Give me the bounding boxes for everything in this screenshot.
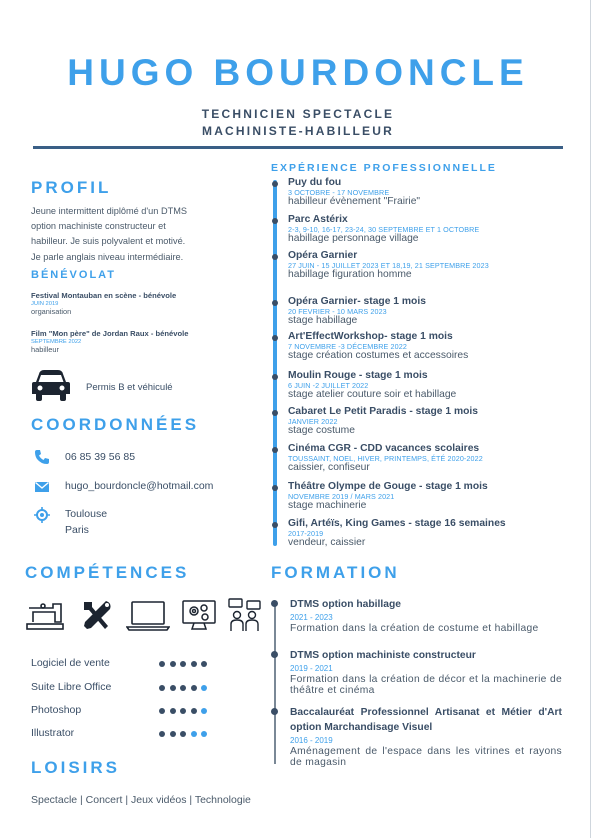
experience-item xyxy=(288,443,563,474)
volunteering-title: Film "Mon père" de Jordan Raux - bénévole xyxy=(31,329,189,338)
profile-text xyxy=(31,204,246,265)
phone-icon xyxy=(34,449,50,465)
location-city-1: Toulouse xyxy=(65,508,108,520)
timeline-dot xyxy=(272,374,278,380)
experience-item xyxy=(288,481,563,512)
timeline-dot xyxy=(272,447,278,453)
profile-line: Jeune intermittent diplômé d'un DTMS xyxy=(31,206,187,216)
education-title: Baccalauréat Professionnel Artisanat et Métier d'Art option Marchandisage Visuel xyxy=(290,707,562,733)
experience-item xyxy=(288,177,563,208)
experience-desc: habillage personnage village xyxy=(288,233,419,244)
skill-dot xyxy=(191,731,197,737)
education-desc: Formation dans la création de décor et la machinerie de théâtre et cinéma xyxy=(290,674,562,696)
experience-desc: stage habillage xyxy=(288,315,358,326)
skills-heading: COMPÉTENCES xyxy=(25,563,190,582)
education-title: DTMS option machiniste constructeur xyxy=(290,650,476,661)
skill-dot xyxy=(159,731,165,737)
experience-title: Cabaret Le Petit Paradis - stage 1 mois xyxy=(288,406,478,417)
skill-dot xyxy=(180,685,186,691)
education-item xyxy=(290,648,562,696)
skill-dot xyxy=(201,731,207,737)
skill-dot xyxy=(180,661,186,667)
experience-heading: EXPÉRIENCE PROFESSIONNELLE xyxy=(271,162,497,174)
contact-heading: COORDONNÉES xyxy=(31,415,200,434)
timeline-dot xyxy=(272,522,278,528)
experience-desc: vendeur, caissier xyxy=(288,537,366,548)
timeline-dot xyxy=(272,218,278,224)
skill-name: Suite Libre Office xyxy=(31,681,112,693)
experience-date: JANVIER 2022 xyxy=(288,417,338,426)
skill-dot xyxy=(170,685,176,691)
experience-item xyxy=(288,296,563,327)
timeline-dot xyxy=(272,410,278,416)
location-icon xyxy=(34,507,50,523)
skill-name: Logiciel de vente xyxy=(31,657,110,669)
volunteering-role: organisation xyxy=(31,307,72,317)
hobbies-text: Spectacle | Concert | Jeux vidéos | Technologie xyxy=(31,794,251,806)
skill-dot xyxy=(170,708,176,714)
skill-dot xyxy=(201,708,207,714)
experience-item xyxy=(288,518,563,549)
experience-title: Cinéma CGR - CDD vacances scolaires xyxy=(288,443,480,454)
experience-item xyxy=(288,214,563,245)
skill-dot xyxy=(180,708,186,714)
experience-date: 2-3, 9-10, 16-17, 23-24, 30 SEPTEMBRE ET 1 OCTOBRE xyxy=(288,225,480,234)
profile-line: habilleur. Je suis polyvalent et motivé. xyxy=(31,236,186,247)
volunteering-title: Festival Montauban en scène - bénévole xyxy=(31,291,177,300)
education-title: DTMS option habillage xyxy=(290,599,401,610)
education-date: 2016 - 2019 xyxy=(290,736,333,745)
profile-line: option machiniste constructeur et xyxy=(31,221,166,232)
experience-desc: stage costume xyxy=(288,425,355,436)
email-address[interactable]: hugo_bourdoncle@hotmail.com xyxy=(65,480,214,492)
skill-dot xyxy=(201,661,207,667)
experience-desc: stage machinerie xyxy=(288,500,367,511)
volunteering-item xyxy=(31,330,251,355)
timeline-dot xyxy=(271,708,278,715)
experience-title: Puy du fou xyxy=(288,177,342,188)
education-date: 2021 - 2023 xyxy=(290,613,333,622)
page-edge xyxy=(590,0,591,838)
skill-name: Illustrator xyxy=(31,727,75,739)
volunteering-item xyxy=(31,292,251,317)
timeline-dot xyxy=(272,300,278,306)
experience-desc: habillage figuration homme xyxy=(288,269,412,280)
experience-date: TOUSSAINT, NOEL, HIVER, PRINTEMPS, ÉTÉ 2020-2022 xyxy=(288,454,483,463)
education-item xyxy=(290,597,562,634)
candidate-name: HUGO BOURDONCLE xyxy=(67,52,529,93)
email-icon xyxy=(34,479,50,495)
timeline-dot xyxy=(272,181,278,187)
hobbies-heading: LOISIRS xyxy=(31,758,121,777)
experience-date: 2017-2019 xyxy=(288,529,324,538)
skill-dot xyxy=(180,731,186,737)
experience-date: 6 JUIN -2 JUILLET 2022 xyxy=(288,381,369,390)
timeline-dot xyxy=(271,651,278,658)
experience-title: Gifi, Artéïs, King Games - stage 16 semaines xyxy=(288,518,506,529)
experience-item xyxy=(288,331,563,362)
timeline-dot xyxy=(271,600,278,607)
experience-desc: caissier, confiseur xyxy=(288,462,370,473)
skill-dot xyxy=(159,685,165,691)
timeline-dot xyxy=(272,335,278,341)
volunteering-date: JUIN 2019 xyxy=(31,301,59,308)
timeline-dot xyxy=(272,254,278,260)
job-title-line-2: MACHINISTE-HABILLEUR xyxy=(202,124,394,138)
experience-title: Opéra Garnier xyxy=(288,250,358,261)
location-city-2: Paris xyxy=(65,524,89,536)
experience-title: Moulin Rouge - stage 1 mois xyxy=(288,370,428,381)
skill-dot xyxy=(191,708,197,714)
education-timeline xyxy=(274,604,276,764)
profile-heading: PROFIL xyxy=(31,178,112,197)
phone-number[interactable]: 06 85 39 56 85 xyxy=(65,451,136,463)
skill-dot xyxy=(170,661,176,667)
experience-date: 7 NOVEMBRE -3 DÉCEMBRE 2022 xyxy=(288,342,407,351)
experience-date: 3 OCTOBRE - 17 NOVEMBRE xyxy=(288,188,390,197)
experience-date: 27 JUIN - 15 JUILLET 2023 ET 18,19, 21 SEPTEMBRE 2023 xyxy=(288,261,489,270)
experience-item xyxy=(288,370,563,401)
driving-license-text: Permis B et véhiculé xyxy=(86,382,173,393)
experience-item xyxy=(288,406,563,437)
experience-desc: stage atelier couture soir et habillage xyxy=(288,389,457,400)
experience-title: Théâtre Olympe de Gouge - stage 1 mois xyxy=(288,481,488,492)
experience-desc: habilleur évènement "Frairie" xyxy=(288,196,421,207)
skill-dot xyxy=(170,731,176,737)
experience-desc: stage création costumes et accessoires xyxy=(288,350,469,361)
laptop-icon xyxy=(126,598,170,632)
education-date: 2019 - 2021 xyxy=(290,664,333,673)
experience-item xyxy=(288,250,563,281)
volunteering-heading: BÉNÉVOLAT xyxy=(31,269,117,281)
car-icon xyxy=(31,368,71,402)
skill-dot xyxy=(191,685,197,691)
education-desc: Aménagement de l'espace dans les vitrines et rayons de magasin xyxy=(290,746,562,768)
job-title-line-1: TECHNICIEN SPECTACLE xyxy=(201,107,395,121)
experience-title: Art'EffectWorkshop- stage 1 mois xyxy=(288,331,453,342)
experience-title: Opéra Garnier- stage 1 mois xyxy=(288,296,426,307)
skill-dot xyxy=(159,661,165,667)
experience-timeline xyxy=(273,180,277,546)
people-discussion-icon xyxy=(228,598,262,632)
experience-date: NOVEMBRE 2019 / MARS 2021 xyxy=(288,492,395,501)
skill-name: Photoshop xyxy=(31,704,82,716)
profile-line: Je parle anglais niveau intermédiaire. xyxy=(31,251,184,262)
volunteering-date: SEPTEMBRE 2022 xyxy=(31,339,82,346)
tools-icon xyxy=(78,598,114,632)
volunteering-role: habilleur xyxy=(31,345,59,355)
sewing-machine-icon xyxy=(25,598,65,632)
timeline-dot xyxy=(272,485,278,491)
monitor-gears-icon xyxy=(181,598,217,632)
education-desc: Formation dans la création de costume et habillage xyxy=(290,623,539,634)
skill-dot xyxy=(201,685,207,691)
education-heading: FORMATION xyxy=(271,563,400,582)
header-divider xyxy=(33,146,563,149)
skill-dot xyxy=(159,708,165,714)
skill-dot xyxy=(191,661,197,667)
experience-title: Parc Astérix xyxy=(288,214,348,225)
experience-date: 20 FEVRIER - 10 MARS 2023 xyxy=(288,307,387,316)
education-item xyxy=(290,705,562,768)
